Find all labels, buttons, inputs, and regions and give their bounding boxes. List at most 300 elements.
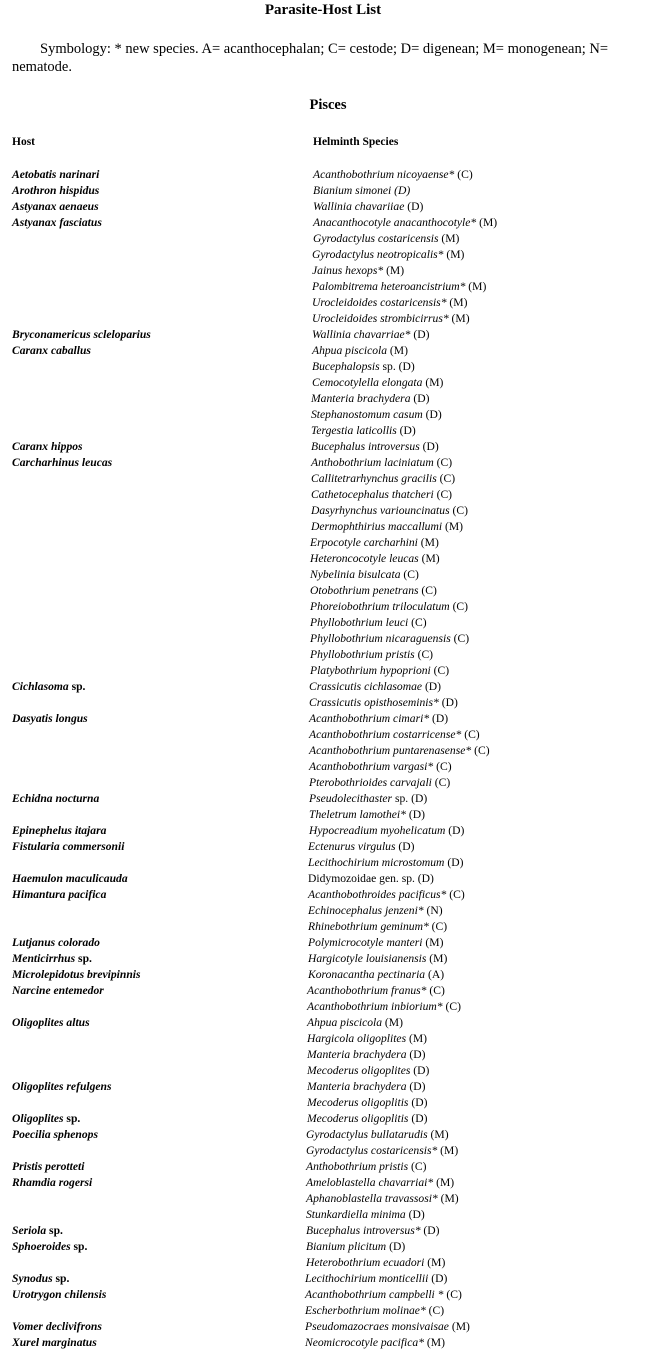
taxon-code: (D) (408, 1096, 428, 1109)
species-name: Acanthobothrium cimari* (309, 712, 430, 725)
helminth-species (305, 1271, 447, 1287)
species-name: Platybothrium hypoprioni (310, 664, 431, 677)
species-name: Anthobothrium pristis (306, 1160, 409, 1173)
table-row (0, 407, 646, 423)
parasite-host-table (0, 167, 646, 1351)
helminth-species (310, 647, 433, 663)
helminth-species (312, 263, 404, 279)
host-name (12, 215, 102, 231)
taxon-code: (C) (450, 632, 470, 645)
species-name: Heterobothrium ecuadori (306, 1256, 425, 1269)
taxon-code: (A) (425, 968, 445, 981)
table-row (0, 503, 646, 519)
taxon-code: (D) (410, 328, 430, 341)
helminth-species (313, 215, 497, 231)
taxon-code: (D) (438, 696, 458, 709)
helminth-species (312, 359, 415, 375)
taxon-code: (D) (429, 712, 449, 725)
table-row (0, 1271, 646, 1287)
taxon-code: (M) (427, 1128, 449, 1141)
species-name: Acanthobothrium campbelli * (305, 1288, 444, 1301)
helminth-species (311, 487, 452, 503)
table-row (0, 1303, 646, 1319)
helminth-species (310, 535, 439, 551)
taxon-code: (D) (404, 200, 424, 213)
species-name: Acanthobothrium inbiorium* (307, 1000, 443, 1013)
host-qualifier: sp. (70, 1240, 88, 1253)
species-name: Ahpua piscicola (312, 344, 388, 357)
table-row (0, 695, 646, 711)
species-name: Neomicrocotyle pacifica* (305, 1336, 425, 1349)
host-genus-species: Himantura pacifica (12, 888, 107, 901)
helminth-species (307, 1015, 403, 1031)
species-name: Acanthobothrium franus* (307, 984, 427, 997)
helminth-species (309, 823, 464, 839)
host-name (12, 199, 99, 215)
species-name: Bucephalopsis (312, 360, 380, 373)
helminth-species (313, 199, 423, 215)
table-row (0, 167, 646, 183)
taxon-code: (C) (433, 760, 452, 773)
host-name (12, 439, 83, 455)
taxon-code: (M) (443, 248, 465, 261)
host-name (12, 455, 112, 471)
table-row (0, 1319, 646, 1335)
species-name: Cathetocephalus thatcheri (311, 488, 434, 501)
taxon-code: (M) (426, 952, 448, 965)
taxon-code: (C) (430, 664, 450, 677)
taxon-code: (D) (386, 1240, 406, 1253)
table-row (0, 1095, 646, 1111)
species-name: Palombitrema heteroancistrium* (312, 280, 466, 293)
species-name: Wallinia chavarriae* (312, 328, 411, 341)
species-name: Anthobothrium laciniatum (311, 456, 434, 469)
table-row (0, 183, 646, 199)
host-genus-species: Pristis perotteti (12, 1160, 85, 1173)
host-name (12, 1239, 87, 1255)
taxon-code: (M) (424, 1336, 445, 1349)
host-name (12, 823, 106, 839)
helminth-species (307, 1063, 429, 1079)
taxon-code: (D) (419, 440, 439, 453)
taxon-code: (D) (395, 360, 415, 373)
table-row (0, 471, 646, 487)
taxon-code: (C) (443, 1288, 462, 1301)
host-genus-species: Oligoplites refulgens (12, 1080, 112, 1093)
host-name (12, 1271, 69, 1287)
helminth-species (310, 615, 427, 631)
taxon-code: (M) (422, 376, 444, 389)
helminth-species (310, 599, 468, 615)
host-qualifier: sp. (75, 952, 92, 965)
species-name: Manteria brachydera (307, 1048, 407, 1061)
taxon-code: (C) (461, 728, 480, 741)
table-row (0, 775, 646, 791)
host-genus-species: Vomer declivifrons (12, 1320, 102, 1333)
helminth-species (306, 1255, 445, 1271)
taxon-code: (M) (417, 536, 439, 549)
helminth-species (313, 231, 459, 247)
table-row (0, 983, 646, 999)
host-qualifier: sp. (52, 1272, 70, 1285)
species-name: Wallinia chavariiae (313, 200, 405, 213)
helminth-species (305, 1287, 462, 1303)
host-column-header: Host (12, 136, 35, 148)
table-row (0, 711, 646, 727)
species-name: Phyllobothrium nicaraguensis (310, 632, 451, 645)
species-name: Ameloblastella chavarriai* (306, 1176, 434, 1189)
species-name: Gyrodactylus bullatarudis (306, 1128, 428, 1141)
helminth-species (309, 759, 452, 775)
table-row (0, 663, 646, 679)
taxon-code: (M) (406, 1032, 428, 1045)
host-name (12, 839, 124, 855)
species-name: Theletrum lamothei* (309, 808, 406, 821)
helminth-species (313, 167, 473, 183)
table-row (0, 823, 646, 839)
table-row (0, 679, 646, 695)
table-row (0, 631, 646, 647)
helminth-species (307, 1031, 427, 1047)
table-row (0, 871, 646, 887)
host-genus-species: Oligoplites (12, 1112, 64, 1125)
helminth-species (306, 1143, 458, 1159)
species-name: Cemocotylella elongata (312, 376, 423, 389)
helminth-species (311, 407, 442, 423)
helminth-species (306, 1239, 405, 1255)
table-row (0, 455, 646, 471)
table-row (0, 1287, 646, 1303)
table-row (0, 439, 646, 455)
species-name: Tergestia laticollis (311, 424, 397, 437)
helminth-species (308, 887, 465, 903)
helminth-species (312, 295, 467, 311)
taxon-code: (D) (410, 392, 430, 405)
species-name: Acanthobothrium costarricense* (309, 728, 462, 741)
host-name (12, 983, 104, 999)
species-name: Hypocreadium myohelicatum (309, 824, 446, 837)
host-name (12, 327, 151, 343)
table-row (0, 647, 646, 663)
host-qualifier: sp. (46, 1224, 63, 1237)
helminth-species (308, 919, 447, 935)
helminth-species (307, 1095, 427, 1111)
table-row (0, 215, 646, 231)
helminth-species (309, 711, 448, 727)
table-row (0, 1047, 646, 1063)
helminth-species (311, 423, 416, 439)
host-genus-species: Astyanax aenaeus (12, 200, 99, 213)
table-row (0, 199, 646, 215)
host-genus-species: Cichlasoma (12, 680, 69, 693)
table-row (0, 567, 646, 583)
host-name (12, 1175, 92, 1191)
taxon-code: (D) (396, 424, 416, 437)
table-row (0, 615, 646, 631)
helminth-species (311, 503, 468, 519)
taxon-code: (C) (425, 1304, 445, 1317)
helminth-species (309, 791, 427, 807)
species-column-header: Helminth Species (313, 136, 399, 148)
host-name (12, 1223, 63, 1239)
symbology-note: Symbology: * new species. A= acanthocephalan; C= cestode; D= digenean; M= monogenean; N= nematode. (12, 41, 608, 75)
species-name: Crassicutis cichlasomae (309, 680, 423, 693)
host-genus-species: Astyanax fasciatus (12, 216, 102, 229)
species-name: Manteria brachydera (311, 392, 411, 405)
table-row (0, 279, 646, 295)
taxon-code: (C) (428, 920, 448, 933)
species-name: Ahpua piscicola (307, 1016, 383, 1029)
species-name: Pseudolecithaster (309, 792, 393, 805)
species-name: Gyrodactylus neotropicalis* (312, 248, 444, 261)
taxon-code: (D) (422, 680, 442, 693)
species-name: Hargicotyle louisianensis (308, 952, 427, 965)
species-name: Bucephalus introversus (311, 440, 420, 453)
host-name (12, 935, 100, 951)
species-name: Dasyrhynchus variouncinatus (311, 504, 450, 517)
helminth-species (310, 551, 440, 567)
helminth-species (307, 999, 461, 1015)
helminth-species (310, 567, 419, 583)
host-name (12, 887, 106, 903)
table-row (0, 1223, 646, 1239)
species-name: Phoreiobothrium triloculatum (310, 600, 450, 613)
species-name: Acanthobothrium puntarenasense* (309, 744, 472, 757)
table-row (0, 535, 646, 551)
taxon-code: (D) (410, 1064, 430, 1077)
taxon-code: (M) (382, 1016, 403, 1029)
species-name: Dermophthirius maccallumi (311, 520, 443, 533)
taxon-code: (C) (436, 472, 456, 485)
table-row (0, 999, 646, 1015)
helminth-species (308, 935, 443, 951)
taxon-code: (D) (395, 840, 415, 853)
taxon-code: (C) (446, 888, 465, 901)
taxon-code: (C) (408, 616, 427, 629)
helminth-species (308, 967, 444, 983)
table-row (0, 1191, 646, 1207)
host-name (12, 951, 92, 967)
species-name: Otobothrium penetrans (310, 584, 419, 597)
table-row (0, 247, 646, 263)
taxon-code: (M) (424, 1256, 446, 1269)
species-name: Koronacantha pectinaria (308, 968, 426, 981)
species-name: Phyllobothrium pristis (310, 648, 415, 661)
helminth-species (312, 311, 470, 327)
helminth-species (305, 1303, 444, 1319)
species-name: Erpocotyle carcharhini (310, 536, 418, 549)
taxon-code: (C) (414, 648, 434, 661)
host-qualifier: sp. (63, 1112, 81, 1125)
helminth-species (312, 327, 429, 343)
host-name (12, 1127, 98, 1143)
section-heading: Pisces (309, 97, 347, 113)
species-name: Lecithochirium microstomum (308, 856, 445, 869)
taxon-code: (M) (448, 1320, 470, 1333)
table-row (0, 807, 646, 823)
host-name (12, 791, 99, 807)
table-row (0, 1159, 646, 1175)
host-name (12, 967, 141, 983)
species-name: Mecoderus oligoplites (307, 1064, 411, 1077)
table-row (0, 743, 646, 759)
host-name (12, 679, 85, 695)
species-name: Acanthobothroides pacificus* (308, 888, 447, 901)
host-name (12, 343, 91, 359)
table-row (0, 1127, 646, 1143)
host-genus-species: Rhamdia rogersi (12, 1176, 93, 1189)
taxon-code: (C) (408, 1160, 427, 1173)
host-genus-species: Fistularia commersonii (12, 840, 125, 853)
table-row (0, 1063, 646, 1079)
taxon-code: (D) (406, 1048, 426, 1061)
species-name: Bucephalus introversus* (306, 1224, 421, 1237)
table-row (0, 327, 646, 343)
helminth-species (312, 247, 464, 263)
table-row (0, 519, 646, 535)
taxon-code: (D) (405, 808, 425, 821)
species-name: Polymicrocotyle manteri (308, 936, 423, 949)
host-genus-species: Microlepidotus brevipinnis (12, 968, 141, 981)
helminth-species (312, 279, 486, 295)
helminth-species (307, 1047, 426, 1063)
helminth-species (311, 455, 452, 471)
table-row (0, 599, 646, 615)
helminth-species (309, 679, 441, 695)
species-name: Mecoderus oligoplitis (307, 1096, 409, 1109)
host-genus-species: Seriola (12, 1224, 47, 1237)
taxon-code: (M) (433, 1176, 455, 1189)
table-row (0, 935, 646, 951)
species-name: Ectenurus virgulus (308, 840, 396, 853)
helminth-species (311, 471, 455, 487)
taxon-code: (C) (426, 984, 445, 997)
host-genus-species: Arothron hispidus (12, 184, 100, 197)
species-name: Acanthobothrium vargasi* (309, 760, 434, 773)
host-genus-species: Bryconamericus scleloparius (12, 328, 151, 341)
host-name (12, 1319, 102, 1335)
helminth-species (306, 1127, 449, 1143)
species-name: Stephanostomum casum (311, 408, 423, 421)
table-row (0, 967, 646, 983)
helminth-species (308, 855, 463, 871)
table-row (0, 423, 646, 439)
species-name: Echinocephalus jenzeni* (308, 904, 424, 917)
table-row (0, 1143, 646, 1159)
species-name: Urocleidoides strombicirrus* (312, 312, 449, 325)
host-genus-species: Carcharhinus leucas (12, 456, 113, 469)
species-name: Aphanoblastella travassosi* (306, 1192, 438, 1205)
species-name: Rhinebothrium geminum* (308, 920, 429, 933)
taxon-code: (M) (437, 1144, 459, 1157)
host-name (12, 183, 99, 199)
helminth-species (307, 1111, 427, 1127)
species-name: Hargicola oligoplites (307, 1032, 407, 1045)
table-row (0, 919, 646, 935)
document-title: Parasite-Host List (264, 2, 382, 18)
host-genus-species: Narcine entemedor (12, 984, 104, 997)
helminth-species (306, 1175, 454, 1191)
host-name (12, 1079, 112, 1095)
taxon-code: (D) (444, 856, 464, 869)
helminth-species (307, 983, 445, 999)
helminth-species (306, 1223, 440, 1239)
host-name (12, 871, 128, 887)
table-row (0, 551, 646, 567)
taxon-code: (D) (408, 1112, 428, 1125)
taxon-code: (C) (433, 488, 453, 501)
helminth-species (307, 1079, 426, 1095)
helminth-species (312, 343, 408, 359)
species-name: Phyllobothrium leuci (310, 616, 409, 629)
taxon-code: (C) (418, 584, 437, 597)
species-name: Bianium simonei (D) (313, 184, 411, 197)
taxon-code: (C) (431, 776, 451, 789)
host-genus-species: Synodus (12, 1272, 53, 1285)
table-row (0, 839, 646, 855)
host-genus-species: Caranx caballus (12, 344, 91, 357)
table-row (0, 951, 646, 967)
helminth-species (305, 1319, 470, 1335)
host-genus-species: Echidna nocturna (12, 792, 100, 805)
taxon-code: (C) (471, 744, 490, 757)
taxon-code: (M) (387, 344, 408, 357)
taxon-code: (M) (437, 1192, 459, 1205)
species-name: Manteria brachydera (307, 1080, 407, 1093)
taxon-code: (M) (476, 216, 498, 229)
host-name (12, 1159, 84, 1175)
helminth-species (309, 727, 480, 743)
host-name (12, 167, 99, 183)
taxon-code: (M) (422, 936, 444, 949)
host-genus-species: Epinephelus itajara (12, 824, 107, 837)
host-name (12, 1287, 106, 1303)
species-qualifier: sp. (379, 360, 396, 373)
taxon-code: (D) (408, 792, 428, 805)
host-genus-species: Lutjanus colorado (12, 936, 100, 949)
table-row (0, 359, 646, 375)
helminth-species (309, 775, 450, 791)
taxon-code: (D) (406, 1080, 426, 1093)
species-name: Callitetrarhynchus gracilis (311, 472, 437, 485)
species-name: Heteroncocotyle leucas (310, 552, 419, 565)
host-genus-species: Urotrygon chilensis (12, 1288, 107, 1301)
taxon-code: (D) (445, 824, 465, 837)
taxon-code: (D) (428, 1272, 448, 1285)
taxon-code: (M) (418, 552, 440, 565)
taxon-code: (N) (423, 904, 443, 917)
species-name: Anacanthocotyle anacanthocotyle* (313, 216, 477, 229)
taxon-code: (C) (449, 600, 469, 613)
species-name: Crassicutis opisthoseminis* (309, 696, 439, 709)
species-name: Gyrodactylus costaricensis* (306, 1144, 438, 1157)
table-row (0, 887, 646, 903)
species-name: Lecithochirium monticellii (305, 1272, 429, 1285)
host-name (12, 1015, 90, 1031)
table-row (0, 759, 646, 775)
host-name (12, 711, 88, 727)
helminth-species (310, 663, 449, 679)
table-row (0, 391, 646, 407)
species-name: Acanthobothrium nicoyaense* (313, 168, 455, 181)
species-qualifier: Didymozoidae gen. sp. (308, 872, 415, 885)
helminth-species (309, 695, 458, 711)
host-genus-species: Dasyatis longus (12, 712, 88, 725)
host-qualifier: sp. (68, 680, 86, 693)
species-name: Pseudomazocraes monsivaisae (305, 1320, 449, 1333)
table-row (0, 487, 646, 503)
taxon-code: (C) (400, 568, 419, 581)
